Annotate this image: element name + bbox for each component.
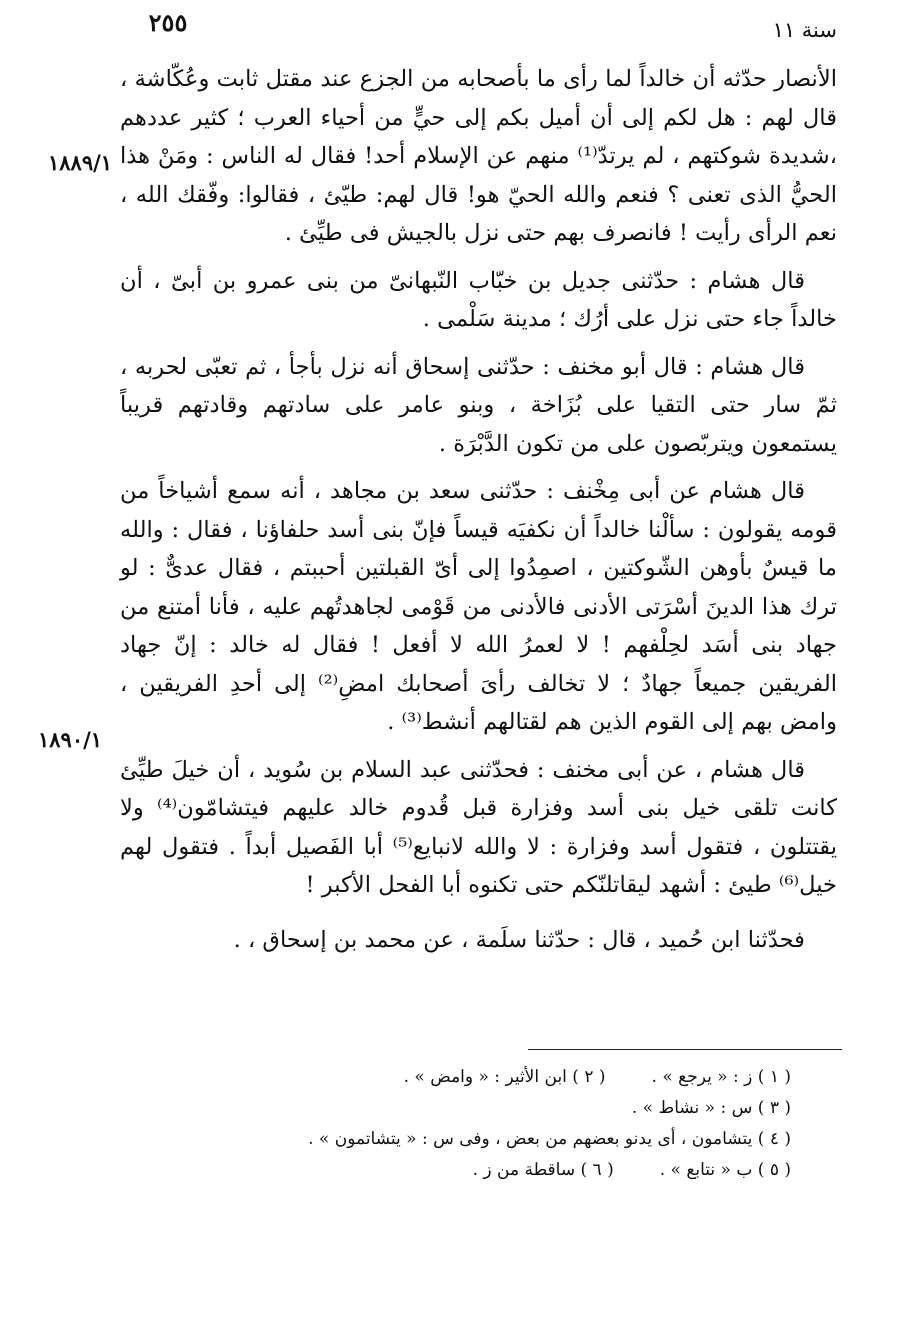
footnote: ( ٣ ) س : « نشاط » . [631, 1098, 791, 1118]
footnote: ( ٤ ) يتشامون ، أى يدنو بعضهم من بعض ، وفى س : « يتشاتمون » . [308, 1129, 791, 1149]
main-text [120, 60, 837, 959]
page-number: ٢٥٥ [148, 8, 188, 37]
footnote: ( ١ ) ز : « يرجع » . [651, 1067, 791, 1087]
footnote: ( ٥ ) ب « نتابع » . [659, 1160, 791, 1180]
footnote-divider [528, 1049, 842, 1050]
margin-reference: ١٨٨٩/١ [48, 150, 113, 175]
paragraph: فحدّثنا ابن حُميد ، قال : حدّثنا سلَمة ، عن محمد بن إسحاق ، . [233, 926, 805, 953]
margin-reference: ١٨٩٠/١ [38, 727, 103, 752]
footnote-row [180, 1062, 791, 1093]
footnote-row [180, 1093, 791, 1124]
paragraph: قال هشام : حدّثنى جديل بن خبّاب النّبهانىّ من بنى عمرو بن أبىّ ، أن خالداً جاء حتى نزل على أرُك ؛ مدينة سَلْمى . [120, 267, 837, 332]
paragraph: قال هشام : قال أبو مخنف : حدّثنى إسحاق أنه نزل بأجأ ، ثم تعبّى لحربه ، ثمّ سار حتى التقيا على بُزَاخة ، وبنو عامر على سادتهم وقادتهم قريباً يستمعون ويتربّصون على من تكون الدَّبْرَة . [120, 353, 837, 457]
paragraph: قال هشام عن أبى مِخْنف : حدّثنى سعد بن مجاهد ، أنه سمع أشياخاً من قومه يقولون : سألْنا خالداً أن نكفيَه قيساً فإنّ بنى أسد حلفاؤنا ، فقال : والله ما قيسٌ بأوهن الشّوكتين ، اصمِدُوا إلى أىّ القبلتين أحببتم ، فقال عدىٌّ : لو ترك هذا الدينَ أسْرَتى الأدنى فالأدنى من قَوْمى لجاهدتُهم عليه ، فأنا أمتنع من جهاد بنى أسَد لحِلْفهم ! لا لعمرُ الله لا أفعل ! فقال له خالد : إنّ جهاد الفريقين جميعاً جهادٌ ؛ لا تخالف رأىَ أصحابك امضِ⁽²⁾ إلى أحدِ الفريقين ، وامض بهم إلى القوم الذين هم لقتالهم أنشط⁽³⁾ . [120, 478, 837, 735]
running-head: سنة ١١ [772, 18, 837, 42]
footnote-row [180, 1155, 791, 1186]
footnotes [180, 1062, 791, 1186]
footnote-row [180, 1124, 791, 1155]
footnote: ( ٦ ) ساقطة من ز . [472, 1160, 614, 1180]
paragraph: قال هشام ، عن أبى مخنف : فحدّثنى عبد السلام بن سُويد ، أن خيلَ طيِّئ كانت تلقى خيل بنى أسد وفزارة قبل قُدوم خالد عليهم فيتشامّون⁽⁴⁾ ولا يقتتلون ، فتقول أسد وفزارة : لا والله لانبايع⁽⁵⁾ أبا الفَصيل أبداً . فتقول لهم خيل⁽⁶⁾ طيئ : أشهد ليقاتلنّكم حتى تكنوه أبا الفحل الأكبر ! [120, 756, 838, 898]
paragraph: الأنصار حدّثه أن خالداً لما رأى ما بأصحابه من الجزع عند مقتل ثابت وعُكّاشة ، قال لهم : هل لكم إلى أن أميل بكم إلى حيٍّ من أحياء العرب ؛ كثير عددهم ،شديدة شوكتهم ، لم يرتدّ⁽¹⁾ منهم عن الإسلام أحد! فقال له الناس : ومَنْ هذا الحيُّ الذى تعنى ؟ فنعم والله الحيّ هو! قال لهم: طيّئ ، فقالوا: وفّقك الله ، نعم الرأى رأيت ! فانصرف بهم حتى نزل بالجيش فى طيِّئ . [120, 66, 838, 246]
footnote: ( ٢ ) ابن الأثير : « وامض » . [403, 1067, 606, 1087]
